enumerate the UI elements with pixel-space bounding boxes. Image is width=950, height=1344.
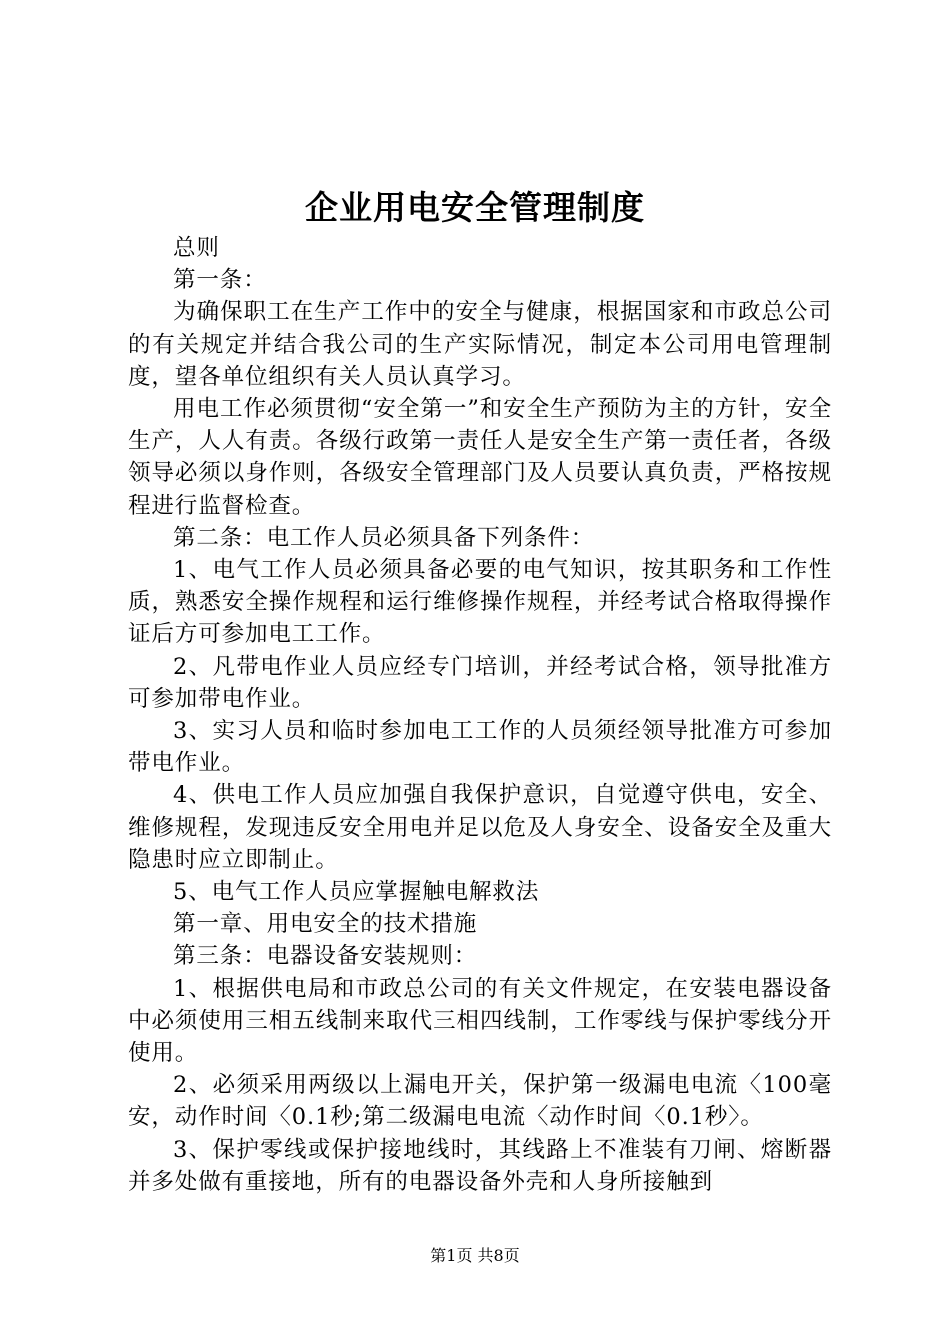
body-paragraph: 用电工作必须贯彻“安全第一”和安全生产预防为主的方针，安全生产，人人有责。各级行政第一责任人是安全生产第一责任者，各级领导必须以身作则，各级安全管理部门及人员要认真负责，严格按规程进行监督检查。 — [128, 396, 832, 519]
article-heading-2: 第二条：电工作人员必须具备下列条件： — [173, 524, 595, 551]
list-item: 3、实习人员和临时参加电工工作的人员须经领导批准方可参加带电作业。 — [128, 718, 832, 777]
list-item: 2、必须采用两级以上漏电开关，保护第一级漏电电流〈100毫安，动作时间〈0.1秒;第二级漏电电流〈动作时间〈0.1秒〉。 — [128, 1072, 832, 1131]
article-heading-3: 第三条：电器设备安装规则： — [173, 943, 478, 970]
list-item: 4、供电工作人员应加强自我保护意识，自觉遵守供电，安全、维修规程，发现违反安全用电并足以危及人身安全、设备安全及重大隐患时应立即制止。 — [128, 782, 832, 873]
list-item: 1、根据供电局和市政总公司的有关文件规定，在安装电器设备中必须使用三相五线制来取代三相四线制，工作零线与保护零线分开使用。 — [128, 975, 832, 1067]
chapter-heading-1: 第一章、用电安全的技术措施 — [173, 911, 478, 938]
page-number-footer: 第1页 共8页 — [430, 1246, 520, 1265]
list-item: 5、电气工作人员应掌握触电解救法 — [173, 879, 540, 906]
section-heading-general: 总则 — [173, 235, 220, 261]
body-paragraph: 为确保职工在生产工作中的安全与健康，根据国家和市政总公司的有关规定并结合我公司的生产实际情况，制定本公司用电管理制度，望各单位组织有关人员认真学习。 — [128, 299, 832, 390]
list-item: 1、电气工作人员必须具备必要的电气知识，按其职务和工作性质，熟悉安全操作规程和运行维修操作规程，并经考试合格取得操作证后方可参加电工工作。 — [128, 557, 832, 648]
document-title: 企业用电安全管理制度 — [305, 188, 645, 227]
list-item: 3、保护零线或保护接地线时，其线路上不准装有刀闸、熔断器并多处做有重接地，所有的电器设备外壳和人身所接触到 — [128, 1136, 832, 1195]
article-heading-1: 第一条： — [173, 267, 267, 294]
document-body — [128, 232, 832, 1198]
list-item: 2、凡带电作业人员应经专门培训，并经考试合格，领导批准方可参加带电作业。 — [128, 653, 832, 712]
